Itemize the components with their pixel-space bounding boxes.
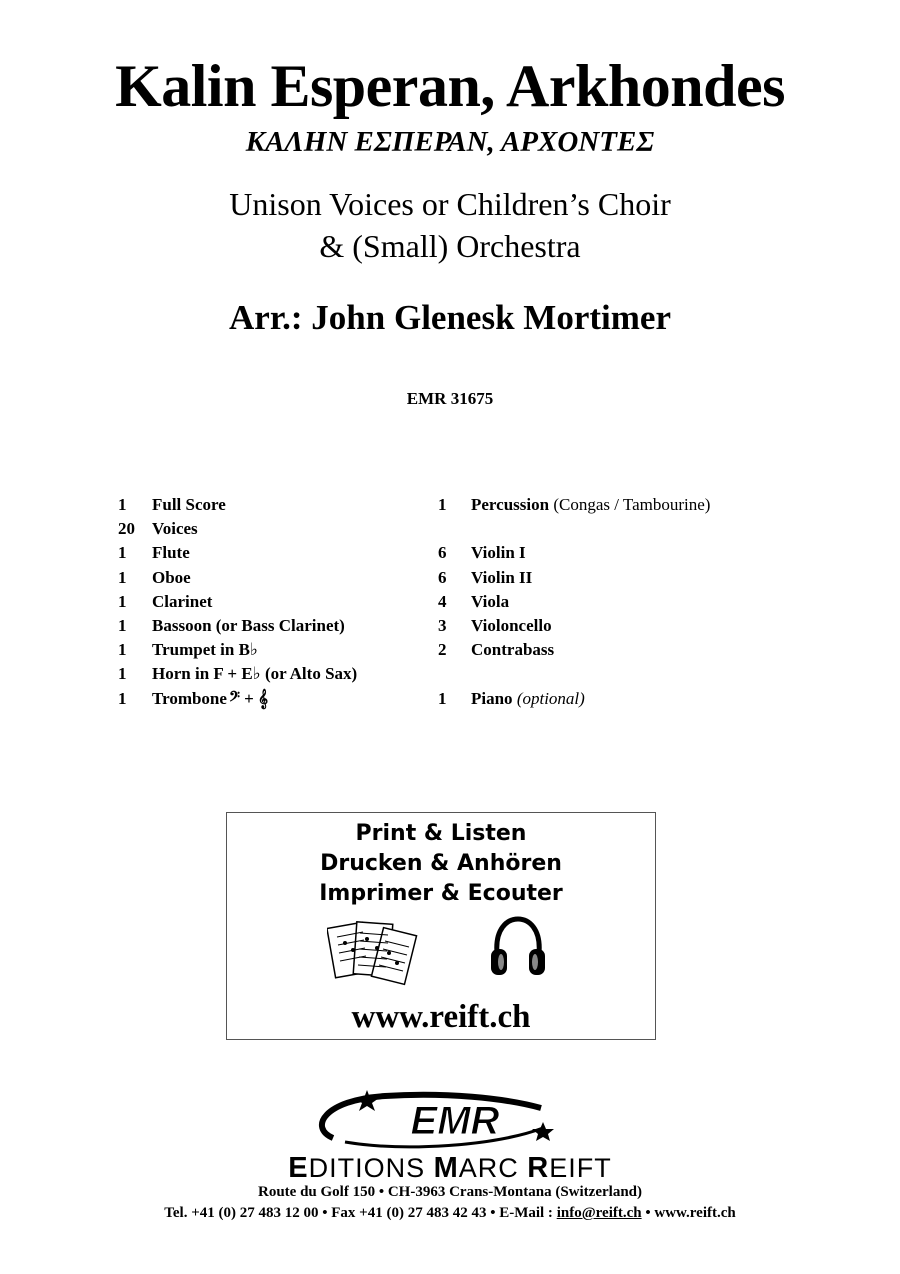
part-row: 1 Percussion (Congas / Tambourine) <box>438 495 711 514</box>
spacer-row <box>438 517 818 541</box>
publisher-contact: Tel. +41 (0) 27 483 12 00 • Fax +41 (0) 27 483 42 43 • E-Mail : info@reift.ch • www.reift.ch <box>164 1205 736 1221</box>
parts-list-left <box>118 493 418 711</box>
part-row: 4 Viola <box>438 591 510 611</box>
arranger: Arr.: John Glenesk Mortimer <box>229 298 671 337</box>
part-row: 6 Violin II <box>438 567 533 587</box>
part-row: 1 Bassoon (or Bass Clarinet) <box>118 615 345 635</box>
scoring-line-1: Unison Voices or Children’s Choir <box>229 186 671 222</box>
promo-line-french: Imprimer & Ecouter <box>319 881 563 906</box>
promo-line-german: Drucken & Anhören <box>320 851 562 876</box>
clef-icons: 𝄢 + 𝄞 <box>228 689 269 709</box>
part-row: 1 Trumpet in B♭ <box>118 640 258 660</box>
parts-list-right <box>438 493 818 711</box>
part-row: 1 Piano (optional) <box>438 688 585 708</box>
part-row: 1 Trombone 𝄢 + 𝄞 <box>118 687 418 711</box>
work-title: Kalin Esperan, Arkhondes <box>115 53 785 119</box>
part-row: 1 Oboe <box>118 567 191 587</box>
publisher-address: Route du Golf 150 • CH-3963 Crans-Montana (Switzerland) <box>258 1184 642 1200</box>
promo-line-english: Print & Listen <box>355 821 527 846</box>
part-row: 2 Contrabass <box>438 640 555 660</box>
greek-subtitle: ΚΑΛΗΝ ΕΣΠΕΡΑΝ, ΑΡΧΟΝΤΕΣ <box>245 126 655 158</box>
email-link[interactable]: info@reift.ch <box>556 1205 642 1221</box>
promo-url[interactable]: www.reift.ch <box>351 999 531 1035</box>
part-row: 6 Violin I <box>438 543 526 563</box>
star-icon <box>355 1090 379 1111</box>
part-row: 1 Full Score <box>118 495 226 514</box>
part-row: 1 Clarinet <box>118 591 213 611</box>
sheet-music-icon <box>327 917 419 989</box>
emr-logo-text: EMR <box>410 1099 500 1143</box>
star-icon <box>532 1122 554 1141</box>
spacer-row <box>438 662 818 686</box>
part-row: 20 Voices <box>118 519 198 539</box>
print-listen-box <box>226 812 656 1040</box>
headphones-icon <box>489 915 547 979</box>
catalog-number: EMR 31675 <box>406 389 494 408</box>
publisher-name: EDITIONS MARC REIFT <box>288 1152 612 1184</box>
emr-logo <box>305 1088 595 1152</box>
scoring-line-2: & (Small) Orchestra <box>319 228 581 264</box>
part-row: 1 Horn in F + E♭ (or Alto Sax) <box>118 664 358 684</box>
part-row: 1 Flute <box>118 543 190 563</box>
part-row: 3 Violoncello <box>438 615 552 635</box>
